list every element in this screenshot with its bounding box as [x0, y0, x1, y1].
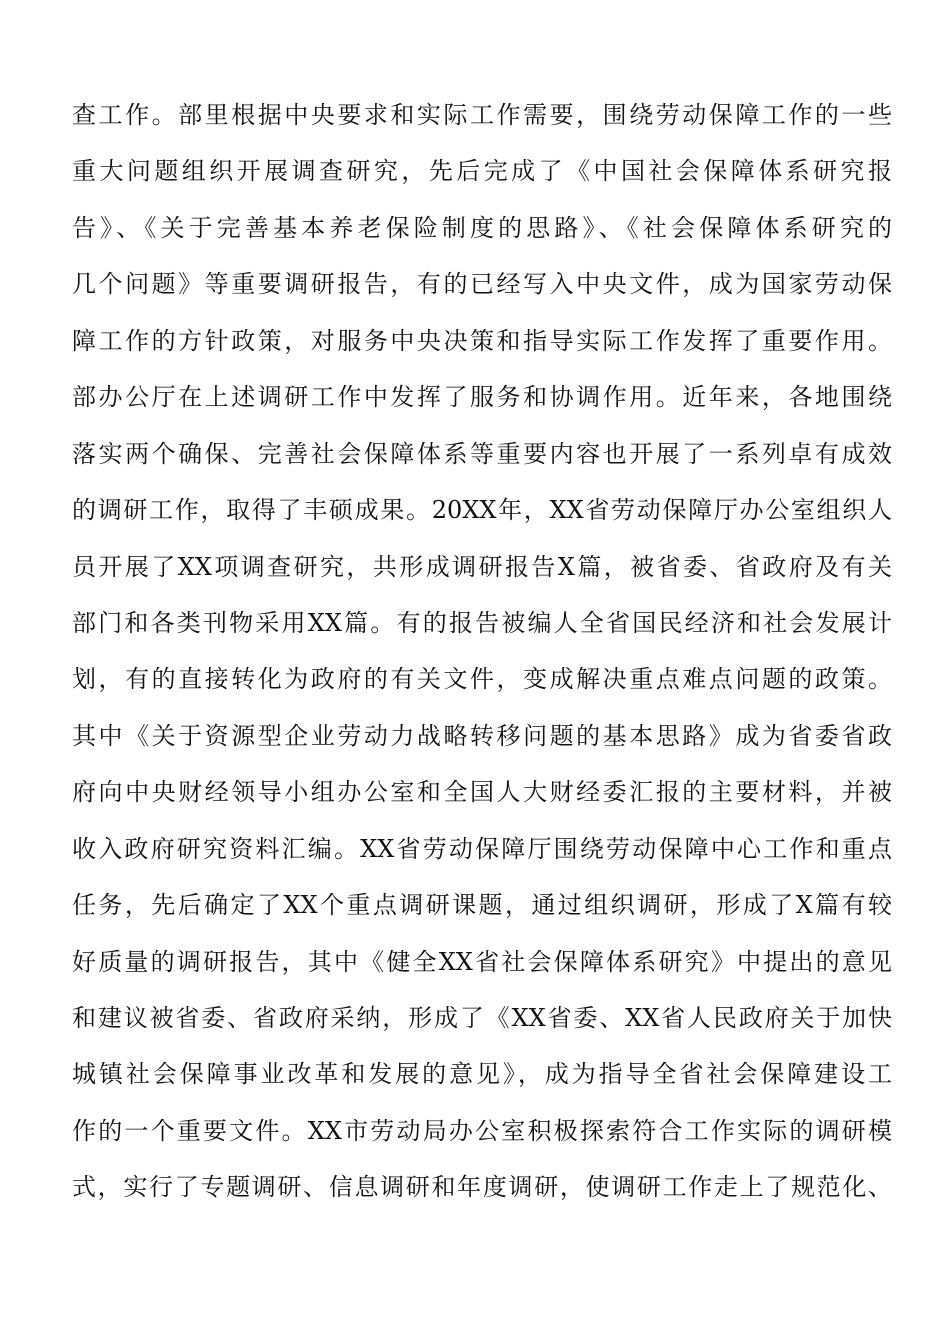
text-line: 部门和各类刊物采用XX篇。有的报告被编人全省国民经济和社会发展计	[72, 608, 892, 637]
text-line: 任务，先后确定了XX个重点调研课题，通过组织调研，形成了X篇有较	[72, 891, 892, 920]
text-line: 好质量的调研报告，其中《健全XX省社会保障体系研究》中提出的意见	[72, 947, 892, 976]
body-text	[72, 87, 892, 1216]
text-line: 障工作的方针政策，对服务中央决策和指导实际工作发挥了重要作用。	[72, 326, 892, 355]
text-line: 和建议被省委、省政府采纳，形成了《XX省委、XX省人民政府关于加快	[72, 1004, 892, 1032]
text-line: 式，实行了专题调研、信息调研和年度调研，使调研工作走上了规范化、	[72, 1173, 892, 1202]
text-line: 告》、《关于完善基本养老保险制度的思路》、《社会保障体系研究的	[72, 213, 892, 242]
text-line: 划，有的直接转化为政府的有关文件，变成解决重点难点问题的政策。	[72, 665, 892, 694]
text-line: 重大问题组织开展调查研究，先后完成了《中国社会保障体系研究报	[72, 157, 892, 186]
text-line: 落实两个确保、完善社会保障体系等重要内容也开展了一系列卓有成效	[72, 439, 892, 468]
text-line: 城镇社会保障事业改革和发展的意见》，成为指导全省社会保障建设工	[72, 1060, 892, 1089]
text-line: 员开展了XX项调查研究，共形成调研报告X篇，被省委、省政府及有关	[72, 552, 892, 581]
text-line: 部办公厅在上述调研工作中发挥了服务和协调作用。近年来，各地围绕	[72, 383, 892, 412]
text-line: 其中《关于资源型企业劳动力战略转移问题的基本思路》成为省委省政	[72, 721, 892, 750]
text-line: 查工作。部里根据中央要求和实际工作需要，围绕劳动保障工作的一些	[72, 101, 892, 129]
text-line: 府向中央财经领导小组办公室和全国人大财经委汇报的主要材料，并被	[72, 778, 892, 807]
text-line: 作的一个重要文件。XX市劳动局办公室积极探索符合工作实际的调研模	[72, 1116, 892, 1145]
text-line: 收入政府研究资料汇编。XX省劳动保障厅围绕劳动保障中心工作和重点	[72, 834, 892, 863]
text-line: 的调研工作，取得了丰硕成果。20XX年，XX省劳动保障厅办公室组织人	[72, 496, 892, 525]
text-line: 几个问题》等重要调研报告，有的已经写入中央文件，成为国家劳动保	[72, 270, 892, 299]
